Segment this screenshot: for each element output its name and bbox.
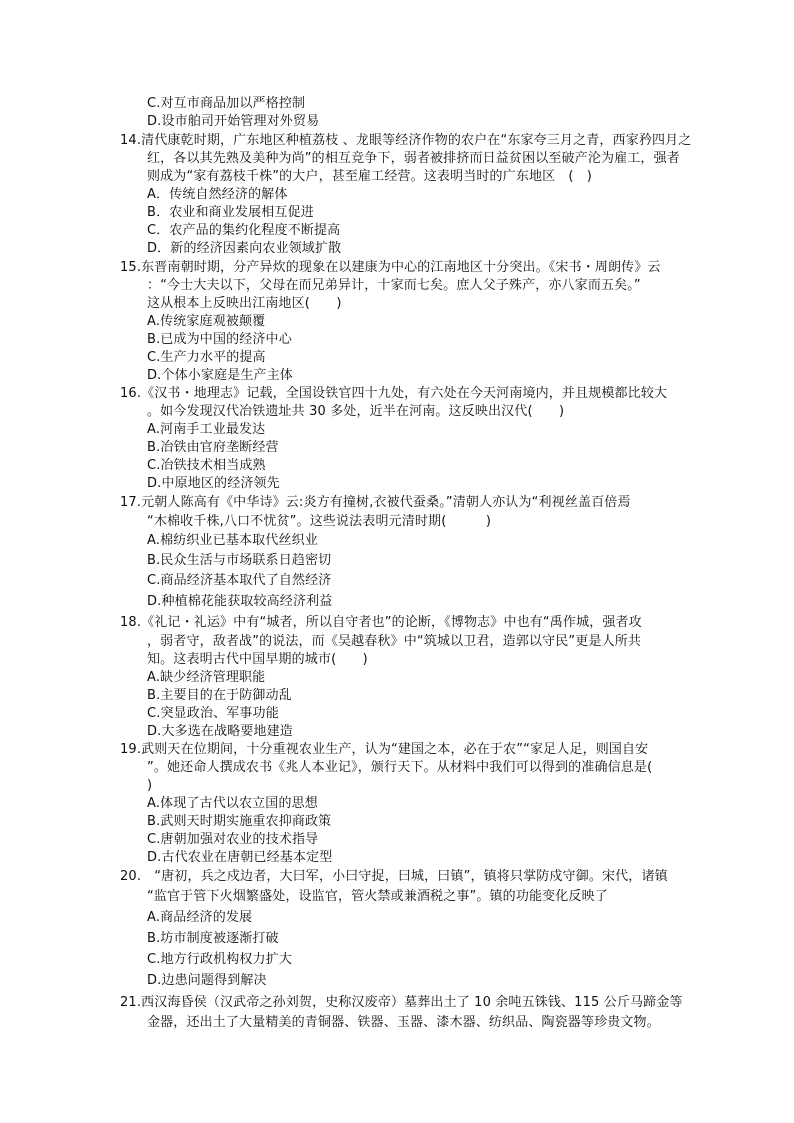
question-19-stem: ) [147, 778, 153, 793]
question-21-stem: 金器，还出土了大量精美的青铜器、铁器、玉器、漆木器、纺织品、陶瓷器等珍贵文物。 [147, 1015, 660, 1030]
question-19-option-a: A.体现了古代以农立国的思想 [147, 796, 318, 811]
question-14-stem: 红，各以其先熟及美种为尚”的相互竞争下，弱者被排挤而日益贫困以至破产沦为雇工，强者 [147, 151, 680, 166]
question-19-option-b: B.武则天时期实施重农抑商政策 [147, 814, 332, 829]
question-18-stem: ，弱者守，敌者战”的说法，而《吴越春秋》中“筑城以卫君，造郭以守民”更是人所共 [147, 634, 642, 649]
question-15-stem: 这从根本上反映出江南地区( ) [147, 296, 342, 311]
question-18-stem: 18.《礼记・礼运》中有“城者，所以自守者也”的论断，《博物志》中也有“禹作城，强者攻 [120, 615, 642, 630]
question-18-stem: 知。这表明古代中国早期的城市( ) [147, 652, 368, 667]
question-20-option-a: A.商品经济的发展 [147, 910, 253, 925]
question-14-option-a: A．传统自然经济的解体 [147, 187, 288, 202]
question-18-option-a: A.缺少经济管理职能 [147, 670, 266, 685]
question-18-option-d: D.大多选在战略要地建造 [147, 724, 293, 739]
question-16-stem: 。如今发现汉代冶铁遗址共 30 多处，近半在河南。这反映出汉代( ) [147, 404, 565, 419]
question-17-option-a: A.棉纺织业已基本取代丝织业 [147, 533, 318, 548]
question-18-option-b: B.主要目的在于防御动乱 [147, 688, 292, 703]
question-21-stem: 21.西汉海昏侯（汉武帝之孙刘贺，史称汉废帝）墓葬出土了 10 余吨五铢钱、115 公斤马蹄金等 [120, 995, 683, 1010]
question-19-stem: 19.武则天在位期间，十分重视农业生产，认为“建国之本，必在于农”“家足人足，则国自安 [120, 742, 649, 757]
question-19-option-d: D.古代农业在唐朝已经基本定型 [147, 850, 333, 865]
question-17-stem: 17.元朝人陈高有《中华诗》云:炎方有撞树,衣被代蚕桑。”清朝人亦认为“利视丝盖百倍焉 [120, 495, 631, 510]
question-20-stem: 20. “唐初，兵之戍边者，大曰军，小曰守捉，曰城，曰镇”，镇将只掌防戍守御。宋代，诸镇 [120, 869, 668, 884]
question-16-option-a: A.河南手工业最发达 [147, 422, 266, 437]
question-14-stem: 14.清代康乾时期，广东地区种植荔枝 、龙眼等经济作物的农户在“东家夸三月之青，西家矜四月之 [120, 133, 692, 148]
question-15-option-b: B.已成为中国的经济中心 [147, 332, 292, 347]
question-17-option-b: B.民众生活与市场联系日趋密切 [147, 553, 332, 568]
question-14-option-b: B．农业和商业发展相互促进 [147, 205, 314, 220]
question-15-option-c: C.生产力水平的提高 [147, 350, 266, 365]
question-15-stem: ：“今士大夫以下，父母在而兄弟异计，十家而七矣。庶人父子殊产，亦八家而五矣。” [147, 278, 641, 293]
question-19-stem: ”。她还命人撰成农书《兆人本业记》，颁行天下。从材料中我们可以得到的准确信息是( [147, 760, 653, 775]
question-14-option-c: C．农产品的集约化程度不断提高 [147, 223, 341, 238]
question-20-option-d: D.边患问题得到解决 [147, 973, 267, 988]
question-18-option-c: C.突显政治、军事功能 [147, 706, 279, 721]
question-14-option-d: D．新的经济因素向农业领域扩散 [147, 241, 342, 256]
option-c-prev: C.对互市商品加以严格控制 [147, 96, 306, 111]
option-d-prev: D.设市舶司开始管理对外贸易 [147, 114, 320, 129]
question-19-option-c: C.唐朝加强对农业的技术指导 [147, 832, 319, 847]
question-16-option-d: D.中原地区的经济领先 [147, 476, 280, 491]
question-16-stem: 16.《汉书・地理志》记载，全国设铁官四十九处，有六处在今天河南境内，并且规模都比较大 [120, 386, 668, 401]
question-14-stem: 则成为“家有荔枝千株”的大户，甚至雇工经营。这表明当时的广东地区 ( ) [147, 169, 593, 184]
question-16-option-c: C.冶铁技术相当成熟 [147, 458, 266, 473]
question-20-stem: “监官于管下火烟繁盛处，设监官，管火禁或兼酒税之事”。镇的功能变化反映了 [147, 889, 608, 904]
question-15-stem: 15.东晋南朝时期，分产异炊的现象在以建康为中心的江南地区十分突出。《宋书・周朗传》云 [120, 260, 661, 275]
question-16-option-b: B.冶铁由官府垄断经营 [147, 440, 279, 455]
question-17-option-d: D.种植棉花能获取较高经济利益 [147, 594, 333, 609]
question-20-option-c: C.地方行政机构权力扩大 [147, 952, 293, 967]
question-15-option-d: D.个体小家庭是生产主体 [147, 368, 293, 383]
question-17-option-c: C.商品经济基本取代了自然经济 [147, 573, 332, 588]
question-20-option-b: B.坊市制度被逐渐打破 [147, 931, 279, 946]
question-15-option-a: A.传统家庭观被颠覆 [147, 314, 266, 329]
question-17-stem: “木棉收千株,八口不忧贫”。这些说法表明元清时期( ) [147, 514, 492, 529]
